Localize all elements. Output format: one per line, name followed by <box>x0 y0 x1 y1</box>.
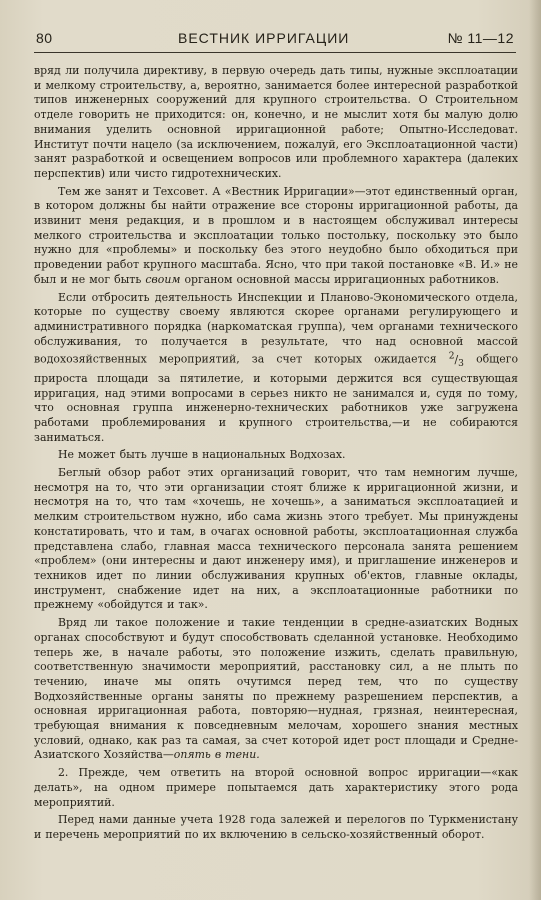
article-body <box>34 64 518 846</box>
journal-title: ВЕСТНИК ИРРИГАЦИИ <box>178 30 350 46</box>
fraction: $^2/_3$ <box>448 351 464 370</box>
paragraph: вряд ли получила директиву, в первую очередь дать типы, нужные эксплоатации и мелкому строительству, а, вероятно, занимается более интересной разработкой типов инженерных сооружений для крупного строительства. О Строительном отделе говорить не приходится: он, конечно, и не мыслит хотя бы малую долю внимания уделить основной ирригационной работе; Опытно-Исследоват. Институт почти нацело (за исключением, пожалуй, его Эксплоатационной части) занят разработкой и освещением вопросов или проблемного характера (далеких перспектив) или чисто гидротехнических. <box>34 64 518 180</box>
page-number: 80 <box>36 30 53 46</box>
paragraph: Не может быть лучше в национальных Водхозах. <box>58 448 346 462</box>
page-header <box>36 30 514 52</box>
emphasis-phrase: опять в тени. <box>173 748 260 762</box>
issue-number: № 11—12 <box>447 30 514 46</box>
page-edge-shadow <box>529 0 541 900</box>
paragraph: Перед нами данные учета 1928 года залежей и перелогов по Туркменистану и перечень мероприятий по их включению в сельско-хозяйственный оборот. <box>34 813 518 841</box>
paragraph: Тем же занят и Техсовет. А «Вестник Ирригации»—этот единственный орган, в котором должны бы найти отражение все стороны ирригационной работы, да извинит меня редакция, и в прошлом и в настоящем обслуживал интересы мелкого строительства и эксплоатации только постольку, поскольку это было нужно для «проблемы» и поскольку без этого неудобно было обходиться при проведении работ крупного масштаба. Ясно, что при такой постановке «В. И.» не был и не мог быть своим органом основной массы ирригационных работников. <box>34 184 518 286</box>
header-rule <box>34 52 516 53</box>
paragraph: Вряд ли такое положение и такие тенденции в средне-азиатских Водных органах способствуют и будут способствовать сделанной установке. Необходимо теперь же, в начале работы, это положение изжить, сделать правильную, соответственную значимости мероприятий, расстановку сил, а не плыть по течению, иначе мы опять очутимся перед тем, что по существу Водхозяйственные органы заняты по прежнему разрешением перспектив, а основная ирригационная работа, повторяю—нудная, грязная, неинтересная, требующая внимания к повседневным мелочам, хорошего знания местных условий, однако, как раз та самая, за счет которой идет рост площади и Средне-Азиатского Хозяйства—опять в тени. <box>34 616 518 762</box>
paragraph: Беглый обзор работ этих организаций говорит, что там немногим лучше, несмотря на то, что эти организации стоят ближе к ирригационной жизни, и несмотря на то, что там «хочешь, не хочешь», а заниматься эксплоатацией и мелким строительством нужно, ибо сама жизнь этого требует. Мы принуждены констатировать, что и там, в очагах основной работы, эксплоатационная служба представлена слабо, главная масса технического персонала занята решением «проблем» (они интересны и дают инженеру имя), и приглашение инженеров и техников идет по линии обслуживания крупных об'ектов, главные оклады, инструмент, снабжение идет на них, а эксплоатационные работники по прежнему «обойдутся и так». <box>34 466 518 612</box>
paragraph: 2. Прежде, чем ответить на второй основной вопрос ирригации—«как делать», на одном примере попытаемся дать характеристику этого рода мероприятий. <box>34 766 518 809</box>
emphasis-word: своим <box>145 272 181 286</box>
paragraph: Если отбросить деятельность Инспекции и Планово-Экономического отдела, которые по существу своему являются скорее органами регулирующего и административного порядка (наркоматская группа), чем органами технического обслуживания, то получается в результате, что над основной массой водохозяйственных мероприятий, за счет которых ожидается $^2/_3$ общего прироста площади за пятилетие, и которыми держится вся существующая ирригация, над этими вопросами в серьез никто не занимался и, судя по тому, что основная группа инженерно-технических работников уже загружена работами проблемирования и крупного строительства,—и не собираются заниматься. <box>34 290 519 444</box>
